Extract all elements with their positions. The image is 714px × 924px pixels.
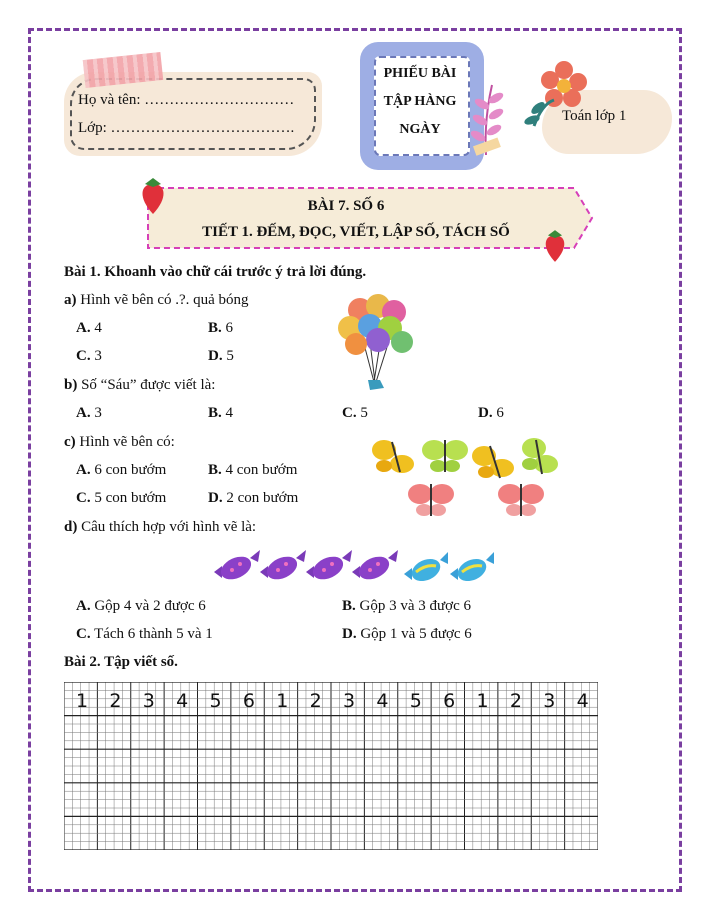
butterfly-icon xyxy=(372,440,414,473)
practice-number: 1 xyxy=(276,690,289,712)
candy-icon xyxy=(260,550,306,584)
option-b-A[interactable]: A. 3 xyxy=(76,405,102,421)
option-d-A[interactable]: A. Gộp 4 và 2 được 6 xyxy=(76,598,206,614)
exercise-2-title: Bài 2. Tập viết số. xyxy=(64,654,178,670)
practice-number: 2 xyxy=(509,690,522,712)
option-a-C[interactable]: C. 3 xyxy=(76,348,102,364)
candy-icon xyxy=(404,552,448,584)
practice-number: 3 xyxy=(343,690,356,712)
practice-number: 2 xyxy=(309,690,322,712)
butterfly-icon xyxy=(422,440,468,472)
option-c-D[interactable]: D. 2 con bướm xyxy=(208,490,299,506)
option-a-A[interactable]: A. 4 xyxy=(76,320,102,336)
option-c-C[interactable]: C. 5 con bướm xyxy=(76,490,167,506)
name-field[interactable]: Họ và tên: ………………………… xyxy=(78,92,295,108)
candy-icon xyxy=(214,550,260,584)
worksheet-title: PHIẾU BÀI TẬP HÀNG NGÀY xyxy=(383,66,457,137)
option-b-D[interactable]: D. 6 xyxy=(478,405,504,421)
question-a: a) Hình vẽ bên có .?. quả bóng xyxy=(64,292,249,308)
practice-number: 6 xyxy=(443,690,456,712)
lesson-subtitle: TIẾT 1. ĐẾM, ĐỌC, VIẾT, LẬP SỐ, TÁCH SỐ xyxy=(202,224,510,240)
subject-label: Toán lớp 1 xyxy=(562,108,627,124)
practice-number: 2 xyxy=(109,690,122,712)
option-d-D[interactable]: D. Gộp 1 và 5 được 6 xyxy=(342,626,472,642)
candy-icon xyxy=(352,550,398,584)
practice-number: 1 xyxy=(476,690,489,712)
class-field[interactable]: Lớp: ………………………………. xyxy=(78,120,295,136)
option-d-B[interactable]: B. Gộp 3 và 3 được 6 xyxy=(342,598,471,614)
option-a-D[interactable]: D. 5 xyxy=(208,348,234,364)
balloons-image xyxy=(330,292,422,396)
practice-number: 6 xyxy=(242,690,255,712)
option-b-B[interactable]: B. 4 xyxy=(208,405,234,421)
butterflies-image xyxy=(370,434,570,518)
practice-number: 4 xyxy=(176,690,189,712)
option-c-B[interactable]: B. 4 con bướm xyxy=(208,462,298,478)
option-a-B[interactable]: B. 6 xyxy=(208,320,234,336)
question-d: d) Câu thích hợp với hình vẽ là: xyxy=(64,519,257,535)
practice-number: 5 xyxy=(209,690,222,712)
option-d-C[interactable]: C. Tách 6 thành 5 và 1 xyxy=(76,626,213,642)
option-b-C[interactable]: C. 5 xyxy=(342,405,368,421)
butterfly-icon xyxy=(408,484,454,516)
practice-number: 4 xyxy=(576,690,589,712)
option-c-A[interactable]: A. 6 con bướm xyxy=(76,462,167,478)
candy-icon xyxy=(306,550,352,584)
lesson-title: BÀI 7. SỐ 6 xyxy=(307,198,385,214)
exercise-1-title: Bài 1. Khoanh vào chữ cái trước ý trả lời đúng. xyxy=(64,264,367,280)
practice-number: 3 xyxy=(543,690,556,712)
candy-icon xyxy=(450,552,494,584)
practice-number: 1 xyxy=(76,690,89,712)
practice-number: 5 xyxy=(409,690,422,712)
butterfly-icon xyxy=(522,438,558,474)
question-b: b) Số “Sáu” được viết là: xyxy=(64,377,216,393)
practice-number: 4 xyxy=(376,690,389,712)
butterfly-icon xyxy=(498,484,544,516)
butterfly-icon xyxy=(472,446,514,478)
leaf-decoration-icon xyxy=(456,80,506,160)
question-c: c) Hình vẽ bên có: xyxy=(64,434,175,450)
practice-number: 3 xyxy=(142,690,155,712)
number-row xyxy=(64,690,598,724)
candies-image xyxy=(212,544,502,584)
